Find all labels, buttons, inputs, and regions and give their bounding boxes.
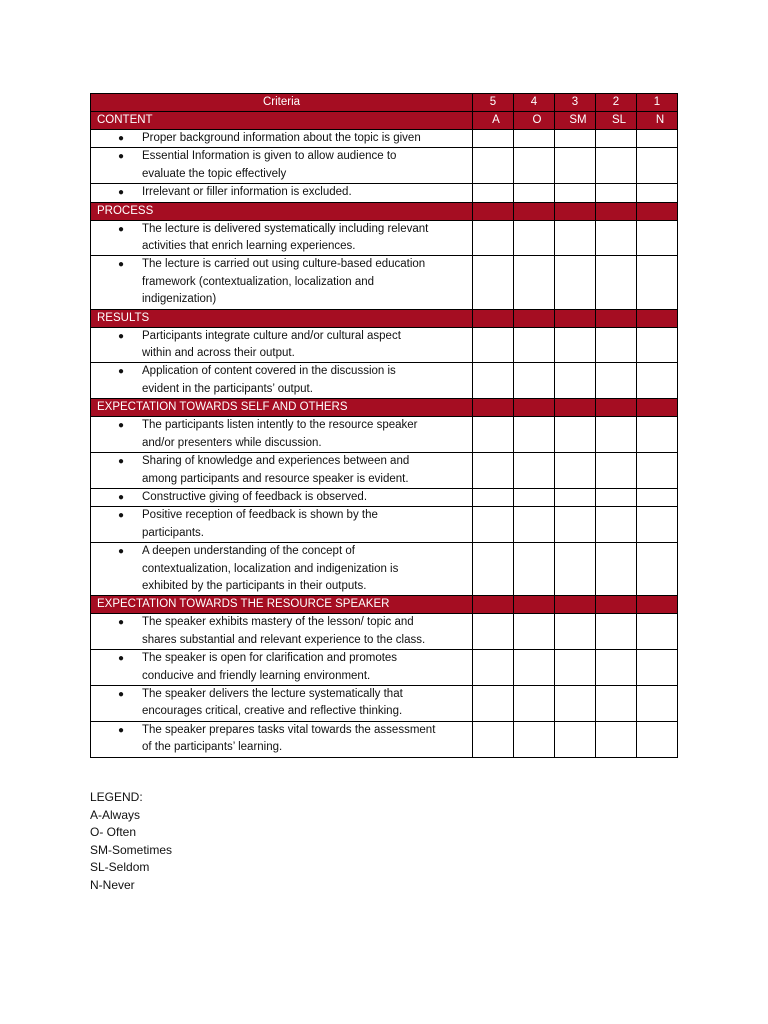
section-filler-cell [555, 399, 596, 417]
score-cell[interactable] [473, 543, 514, 596]
bullet-icon: ● [118, 546, 125, 558]
score-header-4: 4 [514, 94, 555, 112]
score-cell[interactable] [596, 507, 637, 543]
section-filler-cell [473, 399, 514, 417]
section-filler-cell [514, 202, 555, 220]
score-cell[interactable] [555, 543, 596, 596]
section-title: PROCESS [91, 202, 473, 220]
criterion-text-line: within and across their output. [142, 347, 295, 360]
score-cell[interactable] [555, 148, 596, 184]
bullet-icon: ● [118, 420, 125, 432]
score-cell[interactable] [637, 184, 678, 202]
score-cell[interactable] [555, 721, 596, 757]
section-row [91, 202, 678, 220]
rating-code-header: O [514, 112, 555, 130]
legend-entry-often: O- Often [90, 825, 137, 839]
rating-code-header: SL [596, 112, 637, 130]
score-cell[interactable] [637, 327, 678, 363]
score-cell[interactable] [596, 130, 637, 148]
section-filler-cell [637, 202, 678, 220]
score-cell[interactable] [473, 453, 514, 489]
criterion-cell [91, 363, 473, 399]
criterion-cell [91, 220, 473, 256]
criterion-text-line: shares substantial and relevant experience to the class. [142, 633, 426, 646]
criterion-cell [91, 453, 473, 489]
criterion-text-line: The lecture is carried out using culture-based education [142, 258, 426, 271]
criteria-header: Criteria [91, 94, 473, 112]
score-cell[interactable] [514, 184, 555, 202]
score-cell[interactable] [596, 488, 637, 506]
score-cell[interactable] [514, 363, 555, 399]
score-cell[interactable] [473, 184, 514, 202]
criterion-text-line: The speaker exhibits mastery of the lesson/ topic and [142, 616, 414, 629]
score-cell[interactable] [473, 614, 514, 650]
score-cell[interactable] [514, 488, 555, 506]
score-cell[interactable] [596, 256, 637, 309]
section-filler-cell [514, 309, 555, 327]
score-cell[interactable] [514, 721, 555, 757]
score-cell[interactable] [637, 220, 678, 256]
rating-code-header: SM [555, 112, 596, 130]
legend-entry-always: A-Always [90, 807, 141, 822]
criterion-text-line: framework (contextualization, localization and [142, 275, 375, 288]
score-cell[interactable] [473, 721, 514, 757]
score-cell[interactable] [637, 614, 678, 650]
criterion-text-line: Application of content covered in the discussion is [142, 365, 396, 378]
score-cell[interactable] [555, 488, 596, 506]
score-cell[interactable] [637, 130, 678, 148]
bullet-icon: ● [118, 617, 125, 629]
bullet-icon: ● [118, 223, 125, 235]
score-cell[interactable] [514, 614, 555, 650]
section-filler-cell [473, 309, 514, 327]
section-title: CONTENT [91, 112, 473, 130]
criterion-text-line: and/or presenters while discussion. [142, 436, 322, 449]
score-cell[interactable] [555, 614, 596, 650]
legend-title: LEGEND: [90, 790, 143, 804]
section-row [91, 596, 678, 614]
criterion-text-line: A deepen understanding of the concept of [142, 545, 355, 558]
rubric-document [90, 93, 678, 758]
criterion-row [91, 148, 678, 184]
score-cell[interactable] [473, 130, 514, 148]
score-cell[interactable] [473, 488, 514, 506]
score-cell[interactable] [514, 685, 555, 721]
score-cell[interactable] [555, 184, 596, 202]
score-cell[interactable] [596, 184, 637, 202]
rubric-table [90, 93, 678, 758]
score-cell[interactable] [473, 650, 514, 686]
section-filler-cell [555, 202, 596, 220]
section-title: EXPECTATION TOWARDS THE RESOURCE SPEAKER [91, 596, 473, 614]
bullet-icon: ● [118, 133, 125, 144]
score-cell[interactable] [473, 507, 514, 543]
bullet-icon: ● [118, 653, 125, 665]
score-cell[interactable] [596, 685, 637, 721]
bullet-icon: ● [118, 330, 125, 342]
header-row-scores [91, 94, 678, 112]
score-cell[interactable] [473, 256, 514, 309]
score-cell[interactable] [637, 453, 678, 489]
rating-code-header: N [637, 112, 678, 130]
legend [90, 789, 172, 894]
criterion-text-line: Irrelevant or filler information is excluded. [142, 186, 352, 199]
criterion-cell [91, 130, 473, 148]
score-cell[interactable] [514, 148, 555, 184]
section-filler-cell [555, 309, 596, 327]
score-cell[interactable] [473, 417, 514, 453]
criterion-text-line: of the participants’ learning. [142, 741, 283, 754]
score-cell[interactable] [637, 488, 678, 506]
bullet-icon: ● [118, 456, 125, 468]
section-title: RESULTS [91, 309, 473, 327]
criterion-row [91, 614, 678, 650]
bullet-icon: ● [118, 151, 125, 163]
score-cell[interactable] [514, 327, 555, 363]
section-filler-cell [596, 399, 637, 417]
criterion-text-line: The speaker is open for clarification and promotes [142, 652, 398, 665]
score-cell[interactable] [637, 543, 678, 596]
score-cell[interactable] [596, 453, 637, 489]
score-header-2: 2 [596, 94, 637, 112]
criterion-text-line: evaluate the topic effectively [142, 167, 287, 180]
score-cell[interactable] [473, 363, 514, 399]
section-filler-cell [596, 309, 637, 327]
criterion-cell [91, 650, 473, 686]
score-cell[interactable] [637, 148, 678, 184]
score-cell[interactable] [473, 148, 514, 184]
criterion-row [91, 220, 678, 256]
criterion-row [91, 507, 678, 543]
criterion-text-line: indigenization) [142, 293, 217, 306]
criterion-cell [91, 507, 473, 543]
legend-entry-seldom: SL-Seldom [90, 860, 150, 874]
section-row [91, 112, 678, 130]
criterion-text-line: among participants and resource speaker is evident. [142, 472, 409, 485]
criterion-cell [91, 256, 473, 309]
score-cell[interactable] [555, 130, 596, 148]
section-filler-cell [637, 309, 678, 327]
criterion-row [91, 327, 678, 363]
legend-entry-never: N-Never [90, 877, 135, 892]
criterion-row [91, 184, 678, 202]
score-cell[interactable] [637, 363, 678, 399]
criterion-text-line: exhibited by the participants in their outputs. [142, 579, 367, 592]
criterion-row [91, 256, 678, 309]
criterion-cell [91, 417, 473, 453]
score-cell[interactable] [637, 417, 678, 453]
score-cell[interactable] [555, 453, 596, 489]
criterion-text-line: The speaker prepares tasks vital towards the assessment [142, 723, 436, 736]
score-cell[interactable] [637, 507, 678, 543]
criterion-text-line: Proper background information about the topic is given [142, 132, 421, 144]
criterion-text-line: The participants listen intently to the resource speaker [142, 419, 418, 432]
criterion-text-line: participants. [142, 526, 205, 539]
score-cell[interactable] [637, 721, 678, 757]
legend-entry-sometimes: SM-Sometimes [90, 842, 173, 857]
score-cell[interactable] [555, 650, 596, 686]
score-cell[interactable] [555, 220, 596, 256]
bullet-icon: ● [118, 510, 125, 522]
rating-code-header: A [473, 112, 514, 130]
section-filler-cell [596, 596, 637, 614]
score-cell[interactable] [514, 453, 555, 489]
criterion-text-line: contextualization, localization and indigenization is [142, 562, 399, 575]
section-filler-cell [473, 202, 514, 220]
score-cell[interactable] [596, 721, 637, 757]
bullet-icon: ● [118, 259, 125, 271]
score-cell[interactable] [596, 650, 637, 686]
criterion-cell [91, 327, 473, 363]
score-cell[interactable] [555, 256, 596, 309]
criterion-text-line: The lecture is delivered systematically including relevant [142, 222, 429, 235]
section-filler-cell [596, 202, 637, 220]
score-cell[interactable] [637, 256, 678, 309]
score-cell[interactable] [514, 256, 555, 309]
bullet-icon: ● [118, 491, 125, 503]
criterion-cell [91, 543, 473, 596]
section-filler-cell [637, 596, 678, 614]
criterion-text-line: encourages critical, creative and reflective thinking. [142, 705, 403, 718]
score-cell[interactable] [596, 327, 637, 363]
criterion-text-line: activities that enrich learning experiences. [142, 240, 356, 253]
section-filler-cell [514, 399, 555, 417]
score-cell[interactable] [514, 507, 555, 543]
score-cell[interactable] [514, 130, 555, 148]
criterion-text-line: Sharing of knowledge and experiences between and [142, 455, 410, 468]
section-filler-cell [555, 596, 596, 614]
bullet-icon: ● [118, 724, 125, 736]
criterion-row [91, 543, 678, 596]
score-header-3: 3 [555, 94, 596, 112]
score-cell[interactable] [596, 543, 637, 596]
section-filler-cell [473, 596, 514, 614]
criterion-cell [91, 184, 473, 202]
criterion-row [91, 721, 678, 757]
score-cell[interactable] [555, 507, 596, 543]
score-cell[interactable] [596, 220, 637, 256]
score-cell[interactable] [555, 363, 596, 399]
score-cell[interactable] [555, 685, 596, 721]
score-header-1: 1 [637, 94, 678, 112]
criterion-text-line: The speaker delivers the lecture systematically that [142, 687, 403, 700]
score-cell[interactable] [555, 417, 596, 453]
criterion-text-line: Essential Information is given to allow audience to [142, 150, 397, 163]
section-filler-cell [514, 596, 555, 614]
score-cell[interactable] [473, 685, 514, 721]
criterion-row [91, 130, 678, 148]
criterion-text-line: Participants integrate culture and/or cultural aspect [142, 329, 401, 342]
criterion-row [91, 417, 678, 453]
criterion-row [91, 685, 678, 721]
criterion-row [91, 363, 678, 399]
score-cell[interactable] [514, 543, 555, 596]
bullet-icon: ● [118, 366, 125, 378]
score-cell[interactable] [514, 417, 555, 453]
criterion-cell [91, 148, 473, 184]
section-row [91, 309, 678, 327]
section-filler-cell [637, 399, 678, 417]
score-cell[interactable] [473, 220, 514, 256]
criterion-text-line: conducive and friendly learning environment. [142, 669, 371, 682]
section-row [91, 399, 678, 417]
score-cell[interactable] [473, 327, 514, 363]
score-cell[interactable] [555, 327, 596, 363]
criterion-cell [91, 488, 473, 506]
score-cell[interactable] [596, 363, 637, 399]
score-cell[interactable] [637, 685, 678, 721]
score-cell[interactable] [514, 220, 555, 256]
criterion-text-line: evident in the participants’ output. [142, 382, 313, 395]
score-cell[interactable] [596, 614, 637, 650]
bullet-icon: ● [118, 187, 125, 199]
score-cell[interactable] [596, 148, 637, 184]
bullet-icon: ● [118, 688, 125, 700]
criterion-cell [91, 685, 473, 721]
score-cell[interactable] [514, 650, 555, 686]
criterion-row [91, 453, 678, 489]
rubric-body [91, 94, 678, 758]
criterion-cell [91, 614, 473, 650]
section-title: EXPECTATION TOWARDS SELF AND OTHERS [91, 399, 473, 417]
criterion-text-line: Constructive giving of feedback is observed. [142, 490, 368, 503]
criterion-row [91, 488, 678, 506]
criterion-text-line: Positive reception of feedback is shown by the [142, 509, 378, 522]
criterion-cell [91, 721, 473, 757]
score-header-5: 5 [473, 94, 514, 112]
criterion-row [91, 650, 678, 686]
score-cell[interactable] [637, 650, 678, 686]
score-cell[interactable] [596, 417, 637, 453]
